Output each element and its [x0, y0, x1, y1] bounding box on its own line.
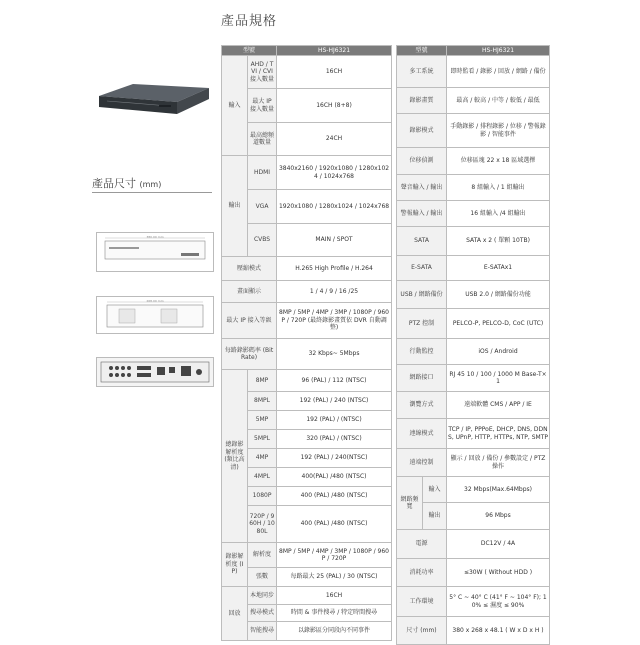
spec-group-label: SATA [397, 227, 447, 256]
spec-value: H.265 High Profile / H.264 [277, 257, 392, 281]
spec-sub-label: 1080P [248, 487, 277, 506]
spec-group-label: 警報輸入 / 輸出 [397, 201, 447, 227]
spec-value: USB 2.0 / 網路備份功能 [447, 281, 550, 309]
spec-value: 32 Kbps~ 5Mbps [277, 339, 392, 370]
spec-group-label: 畫面顯示 [222, 281, 277, 303]
spec-value: 96 Mbps [447, 503, 550, 530]
spec-table-left [221, 45, 392, 641]
spec-row [222, 449, 392, 468]
spec-value: 3840x2160 / 1920x1080 / 1280x1024 / 1024x768 [277, 156, 392, 190]
spec-group-label: 最大 IP 接入等級 [222, 303, 277, 339]
spec-sub-label: AHD / TVI / CVI 接入數量 [248, 56, 277, 89]
spec-value: 192 (PAL) / 240(NTSC) [277, 449, 392, 468]
spec-sub-label: 張數 [248, 568, 277, 587]
divider [92, 192, 212, 193]
spec-row [222, 506, 392, 543]
spec-value: TCP / IP, PPPoE, DHCP, DNS, DDNS, UPnP, HTTP, HTTPs, NTP, SMTP [447, 419, 550, 449]
spec-group-label: 位移偵測 [397, 148, 447, 175]
spec-sub-label: 最大 IP 接入數量 [248, 89, 277, 123]
spec-row [397, 530, 550, 559]
spec-row [222, 224, 392, 257]
spec-group-label: 連線模式 [397, 419, 447, 449]
spec-group-label: 電源 [397, 530, 447, 559]
spec-value: 400 (PAL) /480 (NTSC) [277, 487, 392, 506]
front-view-drawing: 268.00 mm [96, 296, 214, 334]
header-model-value: HS-HJ6321 [447, 46, 550, 56]
spec-sub-label: 最高總頻道數量 [248, 123, 277, 156]
spec-group-label: 回放 [222, 587, 248, 641]
spec-group-label: 多工系統 [397, 56, 447, 88]
spec-row [397, 392, 550, 419]
spec-value: PELCO-P, PELCO-D, CoC (UTC) [447, 309, 550, 339]
spec-group-label: 遠端控制 [397, 449, 447, 477]
page-title: 產品規格 [221, 14, 278, 29]
spec-row [222, 156, 392, 190]
spec-value: 最高 / 較高 / 中等 / 較低 / 最低 [447, 88, 550, 114]
spec-value: 即時監看 / 錄影 / 回放 / 網路 / 備份 [447, 56, 550, 88]
spec-sub-label: 8MP [248, 370, 277, 392]
spec-row [222, 587, 392, 605]
spec-row [222, 568, 392, 587]
spec-group-label: 工作環境 [397, 587, 447, 617]
spec-row [397, 56, 550, 88]
spec-value: 16CH [277, 587, 392, 605]
spec-sub-label: 5MPL [248, 430, 277, 449]
spec-row [397, 339, 550, 365]
spec-group-label: USB / 網路備份 [397, 281, 447, 309]
spec-row [222, 370, 392, 392]
spec-row [397, 256, 550, 281]
spec-row [397, 201, 550, 227]
spec-row [222, 339, 392, 370]
spec-value: 時間 & 事件搜尋 / 特定時間搜尋 [277, 605, 392, 622]
spec-row [222, 281, 392, 303]
spec-row [397, 587, 550, 617]
spec-row [397, 175, 550, 201]
spec-sub-label: 搜尋模式 [248, 605, 277, 622]
spec-row [222, 89, 392, 123]
spec-sub-label: VGA [248, 190, 277, 224]
spec-group-label: 瀏覽方式 [397, 392, 447, 419]
spec-sub-label: 4MP [248, 449, 277, 468]
spec-value: 16CH [277, 56, 392, 89]
spec-value: 1 / 4 / 9 / 16 /25 [277, 281, 392, 303]
spec-row [397, 419, 550, 449]
spec-value: MAIN / SPOT [277, 224, 392, 257]
spec-row [222, 487, 392, 506]
spec-row [397, 365, 550, 392]
spec-row [222, 190, 392, 224]
spec-value: iOS / Android [447, 339, 550, 365]
spec-value: E-SATAx1 [447, 256, 550, 281]
spec-sub-label: 智能搜尋 [248, 622, 277, 641]
spec-row [222, 56, 392, 89]
spec-group-label: PTZ 控制 [397, 309, 447, 339]
spec-value: 192 (PAL) / 240 (NTSC) [277, 392, 392, 411]
spec-table-right [396, 45, 550, 645]
header-model-value: HS-HJ6321 [277, 46, 392, 56]
spec-group-label: 網路頻寬 [397, 477, 423, 530]
spec-group-label: 輸出 [222, 156, 248, 257]
spec-value: 400 (PAL) /480 (NTSC) [277, 506, 392, 543]
header-model-label: 型號 [222, 46, 277, 56]
spec-sub-label: CVBS [248, 224, 277, 257]
spec-value: 96 (PAL) / 112 (NTSC) [277, 370, 392, 392]
spec-value: 手動錄影 / 排程錄影 / 位移 / 警報錄影 / 智能事件 [447, 114, 550, 148]
spec-group-label: 每路錄影碼率 (Bit Rate) [222, 339, 277, 370]
spec-row [397, 114, 550, 148]
spec-sub-label: 輸入 [423, 477, 447, 503]
spec-value: 16 組輸入 /4 組輸出 [447, 201, 550, 227]
spec-sub-label: 5MP [248, 411, 277, 430]
spec-group-label: E-SATA [397, 256, 447, 281]
spec-value: 顯示 / 回放 / 備份 / 參數設定 / PTZ 操作 [447, 449, 550, 477]
spec-value: 400(PAL) /480 (NTSC) [277, 468, 392, 487]
spec-row [397, 477, 550, 503]
spec-value: 以錄影區分同段內不同事件 [277, 622, 392, 641]
spec-row [397, 281, 550, 309]
spec-row [397, 617, 550, 645]
spec-row [222, 303, 392, 339]
spec-group-label: 輸入 [222, 56, 248, 156]
spec-row [222, 257, 392, 281]
spec-value: DC12V / 4A [447, 530, 550, 559]
spec-group-label: 尺寸 (mm) [397, 617, 447, 645]
spec-sub-label: 4MPL [248, 468, 277, 487]
spec-row [222, 605, 392, 622]
spec-group-label: 錄影解析度 (IP) [222, 543, 248, 587]
spec-value: 每路最大 25 (PAL) / 30 (NTSC) [277, 568, 392, 587]
spec-value: 320 (PAL) / (NTSC) [277, 430, 392, 449]
rear-view-drawing [96, 357, 214, 387]
spec-value: RJ 45 10 / 100 / 1000 M Base-T× 1 [447, 365, 550, 392]
spec-sub-label: 解析度 [248, 543, 277, 568]
spec-group-label: 錄影模式 [397, 114, 447, 148]
spec-row [222, 411, 392, 430]
spec-value: 5° C ~ 40° C (41° F ~ 104° F); 10% ≤ 濕度 ≤ 90% [447, 587, 550, 617]
spec-row [222, 543, 392, 568]
spec-value: 遠端軟體 CMS / APP / IE [447, 392, 550, 419]
spec-group-label: 壓縮模式 [222, 257, 277, 281]
spec-value: 位移區塊 22 x 18 區域選擇 [447, 148, 550, 175]
spec-value: 8 組輸入 / 1 組輸出 [447, 175, 550, 201]
header-model-label: 型號 [397, 46, 447, 56]
spec-group-label: 網路接口 [397, 365, 447, 392]
spec-value: 8MP / 5MP / 4MP / 3MP / 1080P / 960P / 720P (最終錄影畫質依 DVR 自動調整) [277, 303, 392, 339]
spec-row [222, 123, 392, 156]
spec-row [222, 392, 392, 411]
spec-value: 192 (PAL) / (NTSC) [277, 411, 392, 430]
spec-group-label: 消耗功率 [397, 559, 447, 587]
spec-row [397, 449, 550, 477]
spec-sub-label: 8MPL [248, 392, 277, 411]
spec-value: 8MP / 5MP / 4MP / 3MP / 1080P / 960P / 720P [277, 543, 392, 568]
spec-group-label: 錄影畫質 [397, 88, 447, 114]
spec-row [397, 309, 550, 339]
spec-group-label: 行動監控 [397, 339, 447, 365]
spec-value: 16CH (8+8) [277, 89, 392, 123]
spec-group-label: 聲音輸入 / 輸出 [397, 175, 447, 201]
spec-sub-label: HDMI [248, 156, 277, 190]
spec-row [397, 88, 550, 114]
spec-row [222, 622, 392, 641]
spec-row [397, 559, 550, 587]
spec-value: 1920x1080 / 1280x1024 / 1024x768 [277, 190, 392, 224]
top-view-drawing: 380.00 mm [96, 232, 214, 272]
spec-row [222, 468, 392, 487]
spec-value: 380 x 268 x 48.1 ( W x D x H ) [447, 617, 550, 645]
spec-value: SATA x 2 ( 單顆 10TB) [447, 227, 550, 256]
dvr-product-image [93, 80, 211, 120]
spec-group-label: 總錄影解析度 (類比高清) [222, 370, 248, 543]
size-section-title: 產品尺寸 (mm) [92, 177, 162, 190]
spec-value: 24CH [277, 123, 392, 156]
spec-row [397, 148, 550, 175]
spec-sub-label: 720P / 960H / 1080L [248, 506, 277, 543]
spec-value: 32 Mbps(Max.64Mbps) [447, 477, 550, 503]
spec-sub-label: 本地同步 [248, 587, 277, 605]
spec-row [397, 227, 550, 256]
spec-value: ≤30W ( Without HDD ) [447, 559, 550, 587]
spec-row [222, 430, 392, 449]
spec-sub-label: 輸出 [423, 503, 447, 530]
